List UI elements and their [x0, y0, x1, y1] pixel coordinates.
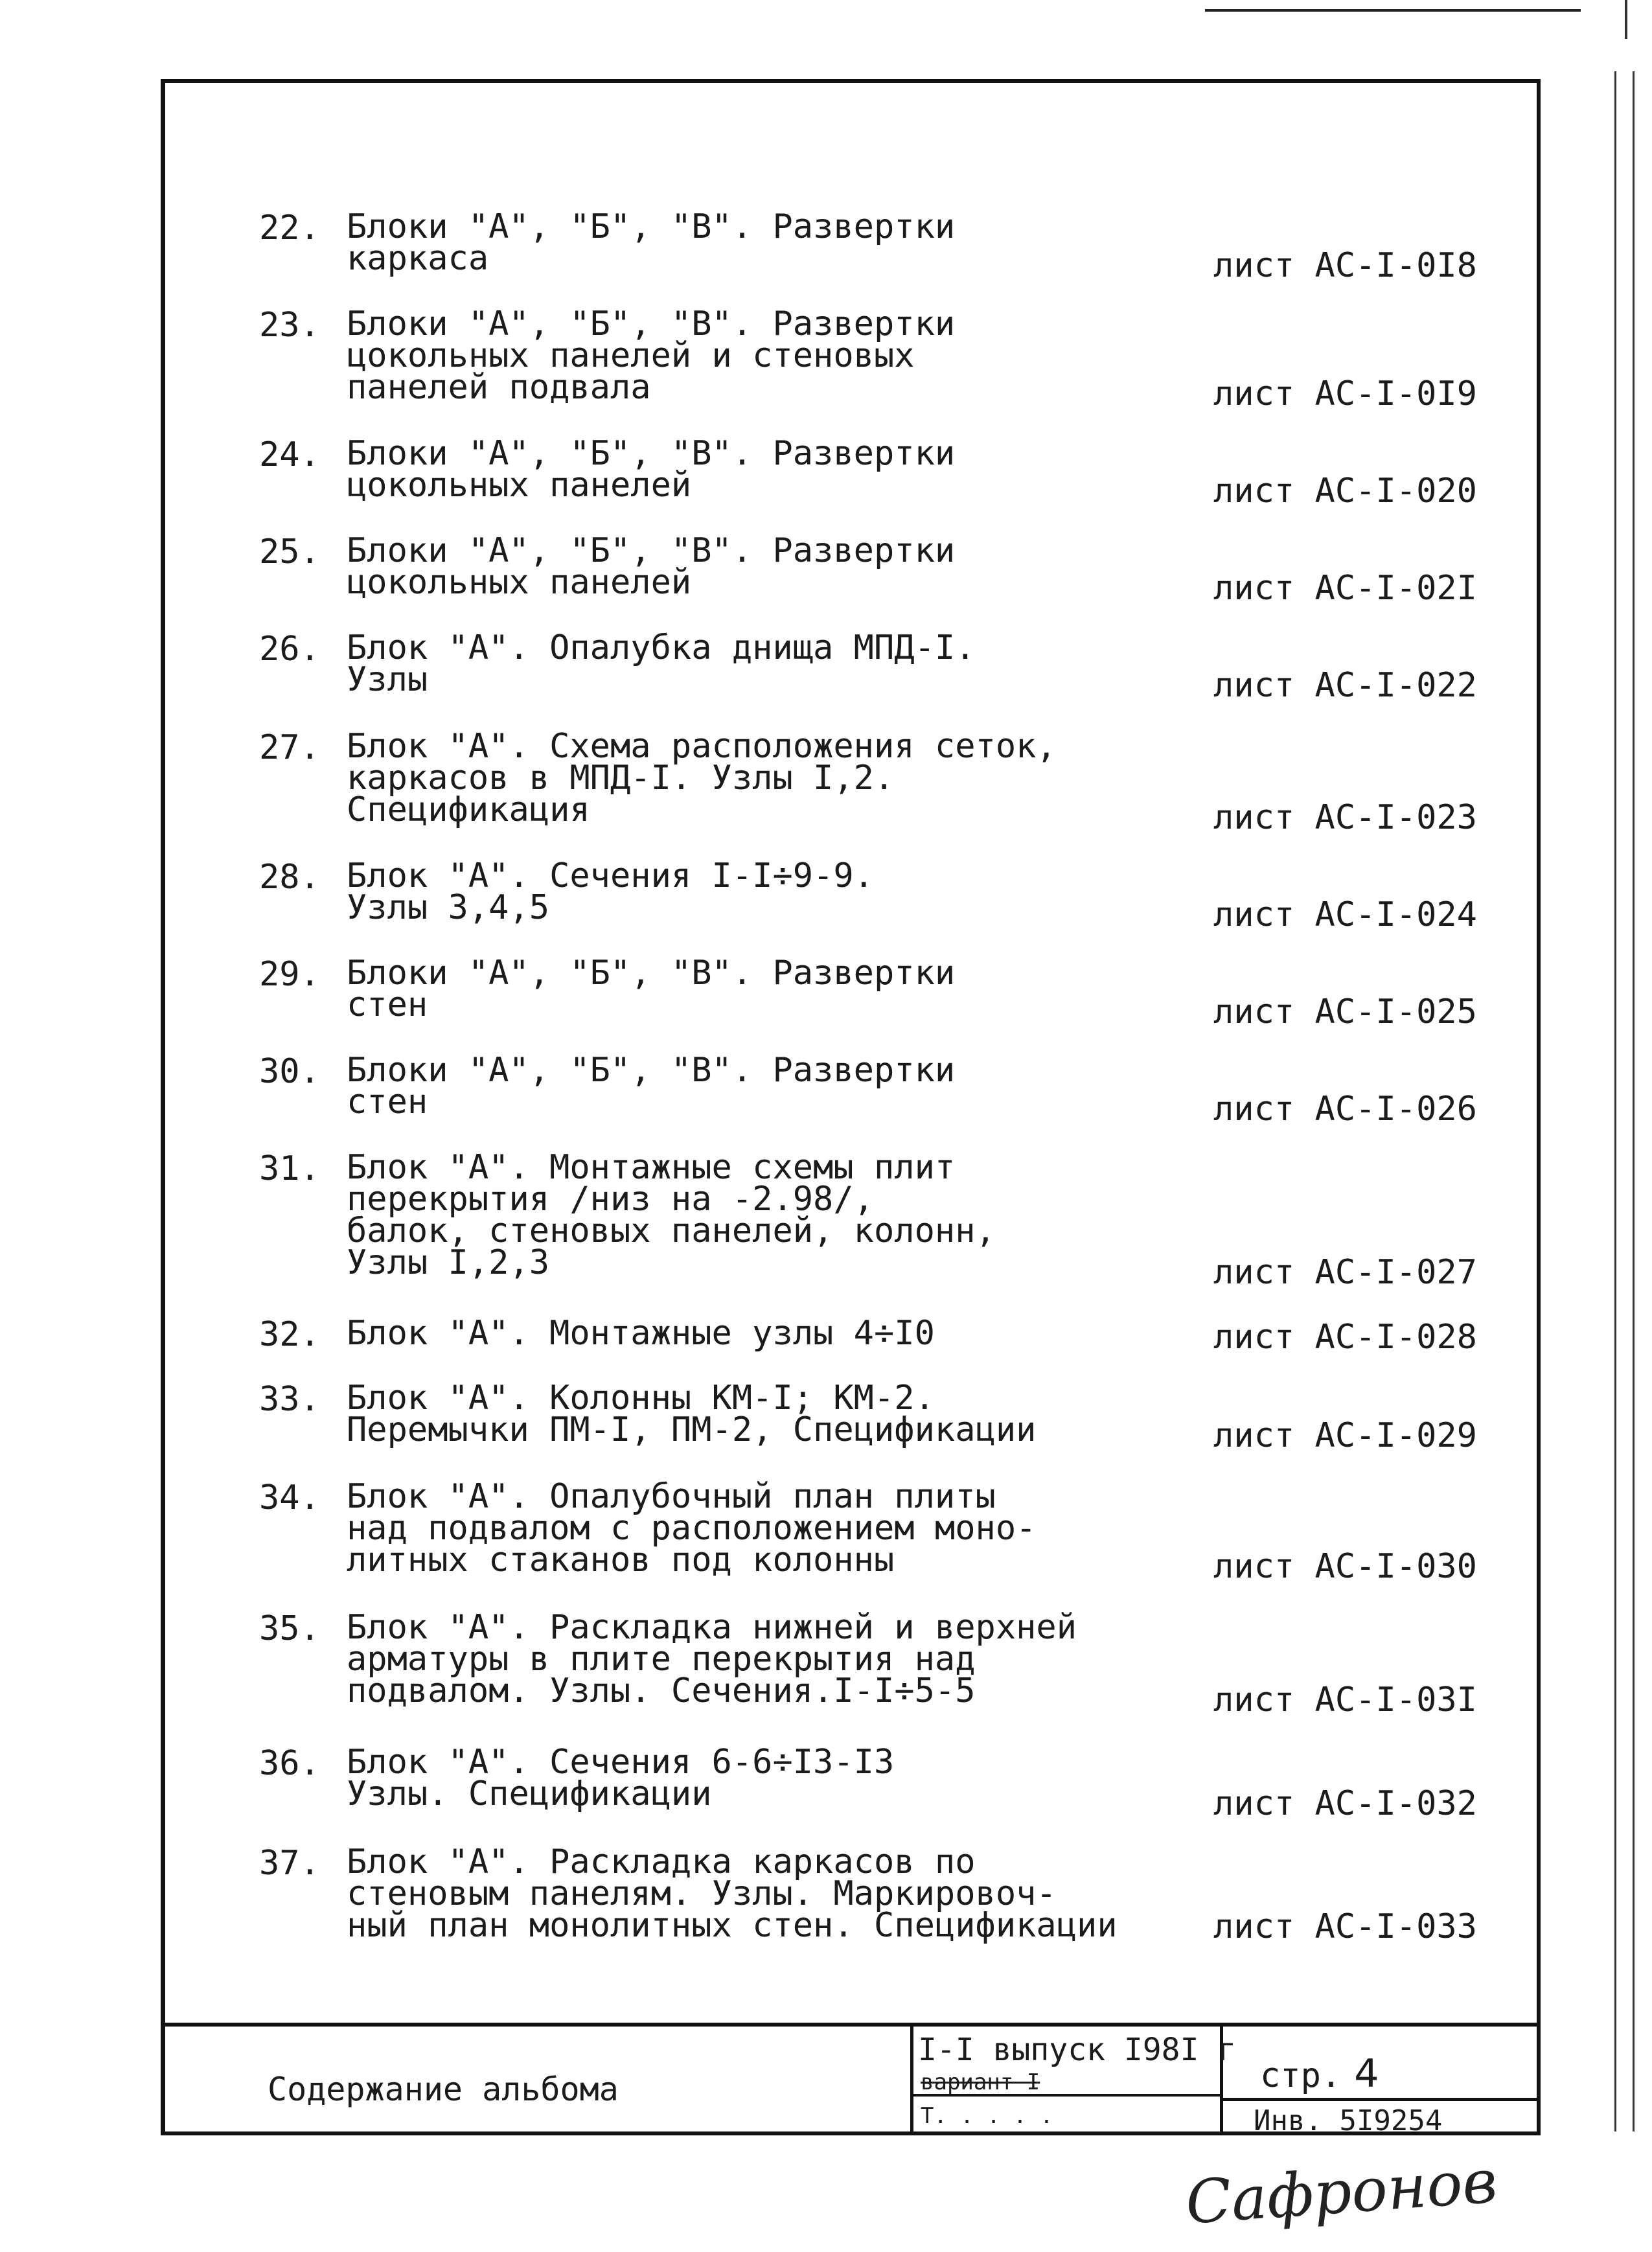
- toc-entry-30: [259, 1051, 1477, 1129]
- title-line: Блоки "А", "Б", "В". Развертки: [347, 207, 956, 246]
- sheet-reference: лист АС-I-024: [1213, 895, 1477, 934]
- top-rule: [1205, 9, 1581, 12]
- title-line: Блок "А". Раскладка нижней и верхней: [347, 1608, 1077, 1647]
- toc-entry-27: [259, 727, 1477, 837]
- title-line: стен: [347, 1083, 428, 1121]
- title-block: [165, 2023, 1537, 2137]
- margin-rule: [1614, 71, 1616, 2131]
- title-line: Блок "А". Сечения I-I÷9-9.: [347, 856, 874, 895]
- title-line: над подвалом с расположением моно-: [347, 1509, 1037, 1548]
- title-line: стен: [347, 985, 428, 1024]
- title-line: Блок "А". Колонны КМ-I; КМ-2.: [347, 1379, 935, 1418]
- entry-title: [347, 434, 956, 505]
- sheet-reference: лист АС-I-030: [1213, 1547, 1477, 1586]
- entry-number: 24.: [259, 435, 320, 474]
- volume-label: Т. . . . .: [921, 2103, 1053, 2129]
- handwritten-signature: Сафронов: [1183, 2146, 1500, 2238]
- entry-number: 34.: [259, 1478, 320, 1517]
- entry-title: [347, 727, 1057, 829]
- sheet-reference: лист АС-I-020: [1213, 472, 1477, 511]
- sheet-reference: лист АС-I-025: [1213, 993, 1477, 1031]
- title-line: арматуры в плите перекрытия над: [347, 1640, 976, 1679]
- sheet-reference: лист АС-I-027: [1213, 1253, 1477, 1292]
- entry-number: 27.: [259, 728, 320, 767]
- toc-entry-22: [259, 207, 1477, 285]
- title-line: Блок "А". Схема расположения сеток,: [347, 727, 1057, 766]
- album-contents-title: Содержание альбома: [268, 2071, 619, 2108]
- title-line: перекрытия /низ на -2.98/,: [347, 1180, 874, 1219]
- entry-number: 23.: [259, 306, 320, 345]
- sheet-reference: лист АС-I-033: [1213, 1907, 1477, 1946]
- toc-entry-34: [259, 1477, 1477, 1586]
- title-line: Блок "А". Раскладка каркасов по: [347, 1843, 976, 1881]
- title-line: Блок "А". Сечения 6-6÷I3-I3: [347, 1743, 895, 1782]
- entry-title: [347, 954, 956, 1024]
- toc-entry-25: [259, 531, 1477, 608]
- inventory-number: Инв. 5I9254: [1254, 2104, 1443, 2137]
- toc-entry-35: [259, 1608, 1477, 1719]
- toc-entry-37: [259, 1843, 1477, 1950]
- title-line: балок, стеновых панелей, колонн,: [347, 1212, 996, 1250]
- title-line: Перемычки ПМ-I, ПМ-2, Спецификации: [347, 1410, 1037, 1449]
- sheet-reference: лист АС-I-026: [1213, 1090, 1477, 1129]
- title-line: Блок "А". Опалубка днища МПД-I.: [347, 628, 976, 667]
- entry-title: [347, 1843, 1118, 1945]
- page-number: 4: [1354, 2051, 1379, 2097]
- title-block-divider: [910, 2027, 913, 2135]
- toc-entry-26: [259, 628, 1477, 705]
- sheet-reference: лист АС-I-028: [1213, 1318, 1477, 1357]
- toc-entry-28: [259, 856, 1477, 934]
- entry-number: 36.: [259, 1744, 320, 1783]
- entry-title: [347, 207, 956, 278]
- entry-title: [347, 1379, 1037, 1449]
- title-line: Узлы. Спецификации: [347, 1775, 712, 1813]
- title-line: Блоки "А", "Б", "В". Развертки: [347, 954, 956, 993]
- sheet-reference: лист АС-I-023: [1213, 798, 1477, 837]
- entry-title: [347, 1051, 956, 1121]
- entry-title: [347, 856, 874, 927]
- entry-number: 26.: [259, 630, 320, 669]
- title-line: Блок "А". Монтажные узлы 4÷I0: [347, 1314, 935, 1353]
- sheet-reference: лист АС-I-02I: [1213, 569, 1477, 608]
- title-line: Блок "А". Монтажные схемы плит: [347, 1148, 956, 1187]
- title-line: Узлы I,2,3: [347, 1243, 550, 1282]
- entry-number: 25.: [259, 533, 320, 571]
- entry-title: [347, 1743, 895, 1813]
- entry-number: 37.: [259, 1844, 320, 1883]
- toc-entry-24: [259, 434, 1477, 511]
- toc-entry-31: [259, 1148, 1477, 1292]
- entry-title: [347, 1314, 935, 1353]
- entry-number: 32.: [259, 1315, 320, 1354]
- sheet-reference: лист АС-I-03I: [1213, 1681, 1477, 1719]
- entry-number: 29.: [259, 955, 320, 994]
- sheet-reference: лист АС-I-032: [1213, 1784, 1477, 1823]
- sheet-reference: лист АС-I-0I9: [1213, 374, 1477, 413]
- title-block-divider: [1220, 2098, 1537, 2101]
- entry-number: 30.: [259, 1052, 320, 1091]
- toc-entry-29: [259, 954, 1477, 1031]
- title-line: панелей подвала: [347, 368, 651, 407]
- margin-rule: [1633, 71, 1635, 2131]
- variant-label: вариант I: [921, 2069, 1040, 2095]
- title-line: Блоки "А", "Б", "В". Развертки: [347, 531, 956, 570]
- sheet-reference: лист АС-I-029: [1213, 1416, 1477, 1455]
- entry-title: [347, 304, 956, 407]
- entry-number: 33.: [259, 1380, 320, 1419]
- toc-entry-36: [259, 1743, 1477, 1823]
- title-line: Спецификация: [347, 790, 590, 829]
- sheet-reference: лист АС-I-0I8: [1213, 246, 1477, 285]
- series-issue: I-I выпуск I98I г: [918, 2032, 1237, 2068]
- title-line: Узлы 3,4,5: [347, 888, 550, 927]
- entry-title: [347, 1608, 1077, 1710]
- sheet-reference: лист АС-I-022: [1213, 666, 1477, 705]
- title-line: ный план монолитных стен. Спецификации: [347, 1906, 1118, 1945]
- title-line: Блоки "А", "Б", "В". Развертки: [347, 304, 956, 343]
- entry-title: [347, 531, 956, 602]
- title-line: цокольных панелей: [347, 466, 692, 505]
- title-line: стеновым панелям. Узлы. Маркировоч-: [347, 1874, 1057, 1913]
- title-line: Блок "А". Опалубочный план плиты: [347, 1477, 996, 1516]
- page-indicator: [1260, 2051, 1379, 2097]
- entry-title: [347, 1477, 1037, 1580]
- title-line: каркасов в МПД-I. Узлы I,2.: [347, 759, 895, 798]
- title-line: Узлы: [347, 660, 428, 699]
- entry-number: 22.: [259, 209, 320, 247]
- title-line: каркаса: [347, 239, 489, 278]
- title-line: литных стаканов под колонны: [347, 1541, 895, 1580]
- title-line: подвалом. Узлы. Сечения.I-I÷5-5: [347, 1672, 976, 1710]
- entry-number: 28.: [259, 858, 320, 897]
- page-label: стр.: [1260, 2056, 1342, 2095]
- toc-entry-23: [259, 304, 1477, 413]
- entry-title: [347, 1148, 996, 1282]
- entry-title: [347, 628, 976, 699]
- title-line: Блоки "А", "Б", "В". Развертки: [347, 1051, 956, 1090]
- toc-entry-33: [259, 1379, 1477, 1455]
- title-line: Блоки "А", "Б", "В". Развертки: [347, 434, 956, 473]
- entry-number: 31.: [259, 1149, 320, 1188]
- title-line: цокольных панелей: [347, 563, 692, 602]
- margin-rule: [1625, 0, 1627, 39]
- title-line: цокольных панелей и стеновых: [347, 336, 915, 375]
- toc-entry-32: [259, 1314, 1477, 1357]
- entry-number: 35.: [259, 1609, 320, 1648]
